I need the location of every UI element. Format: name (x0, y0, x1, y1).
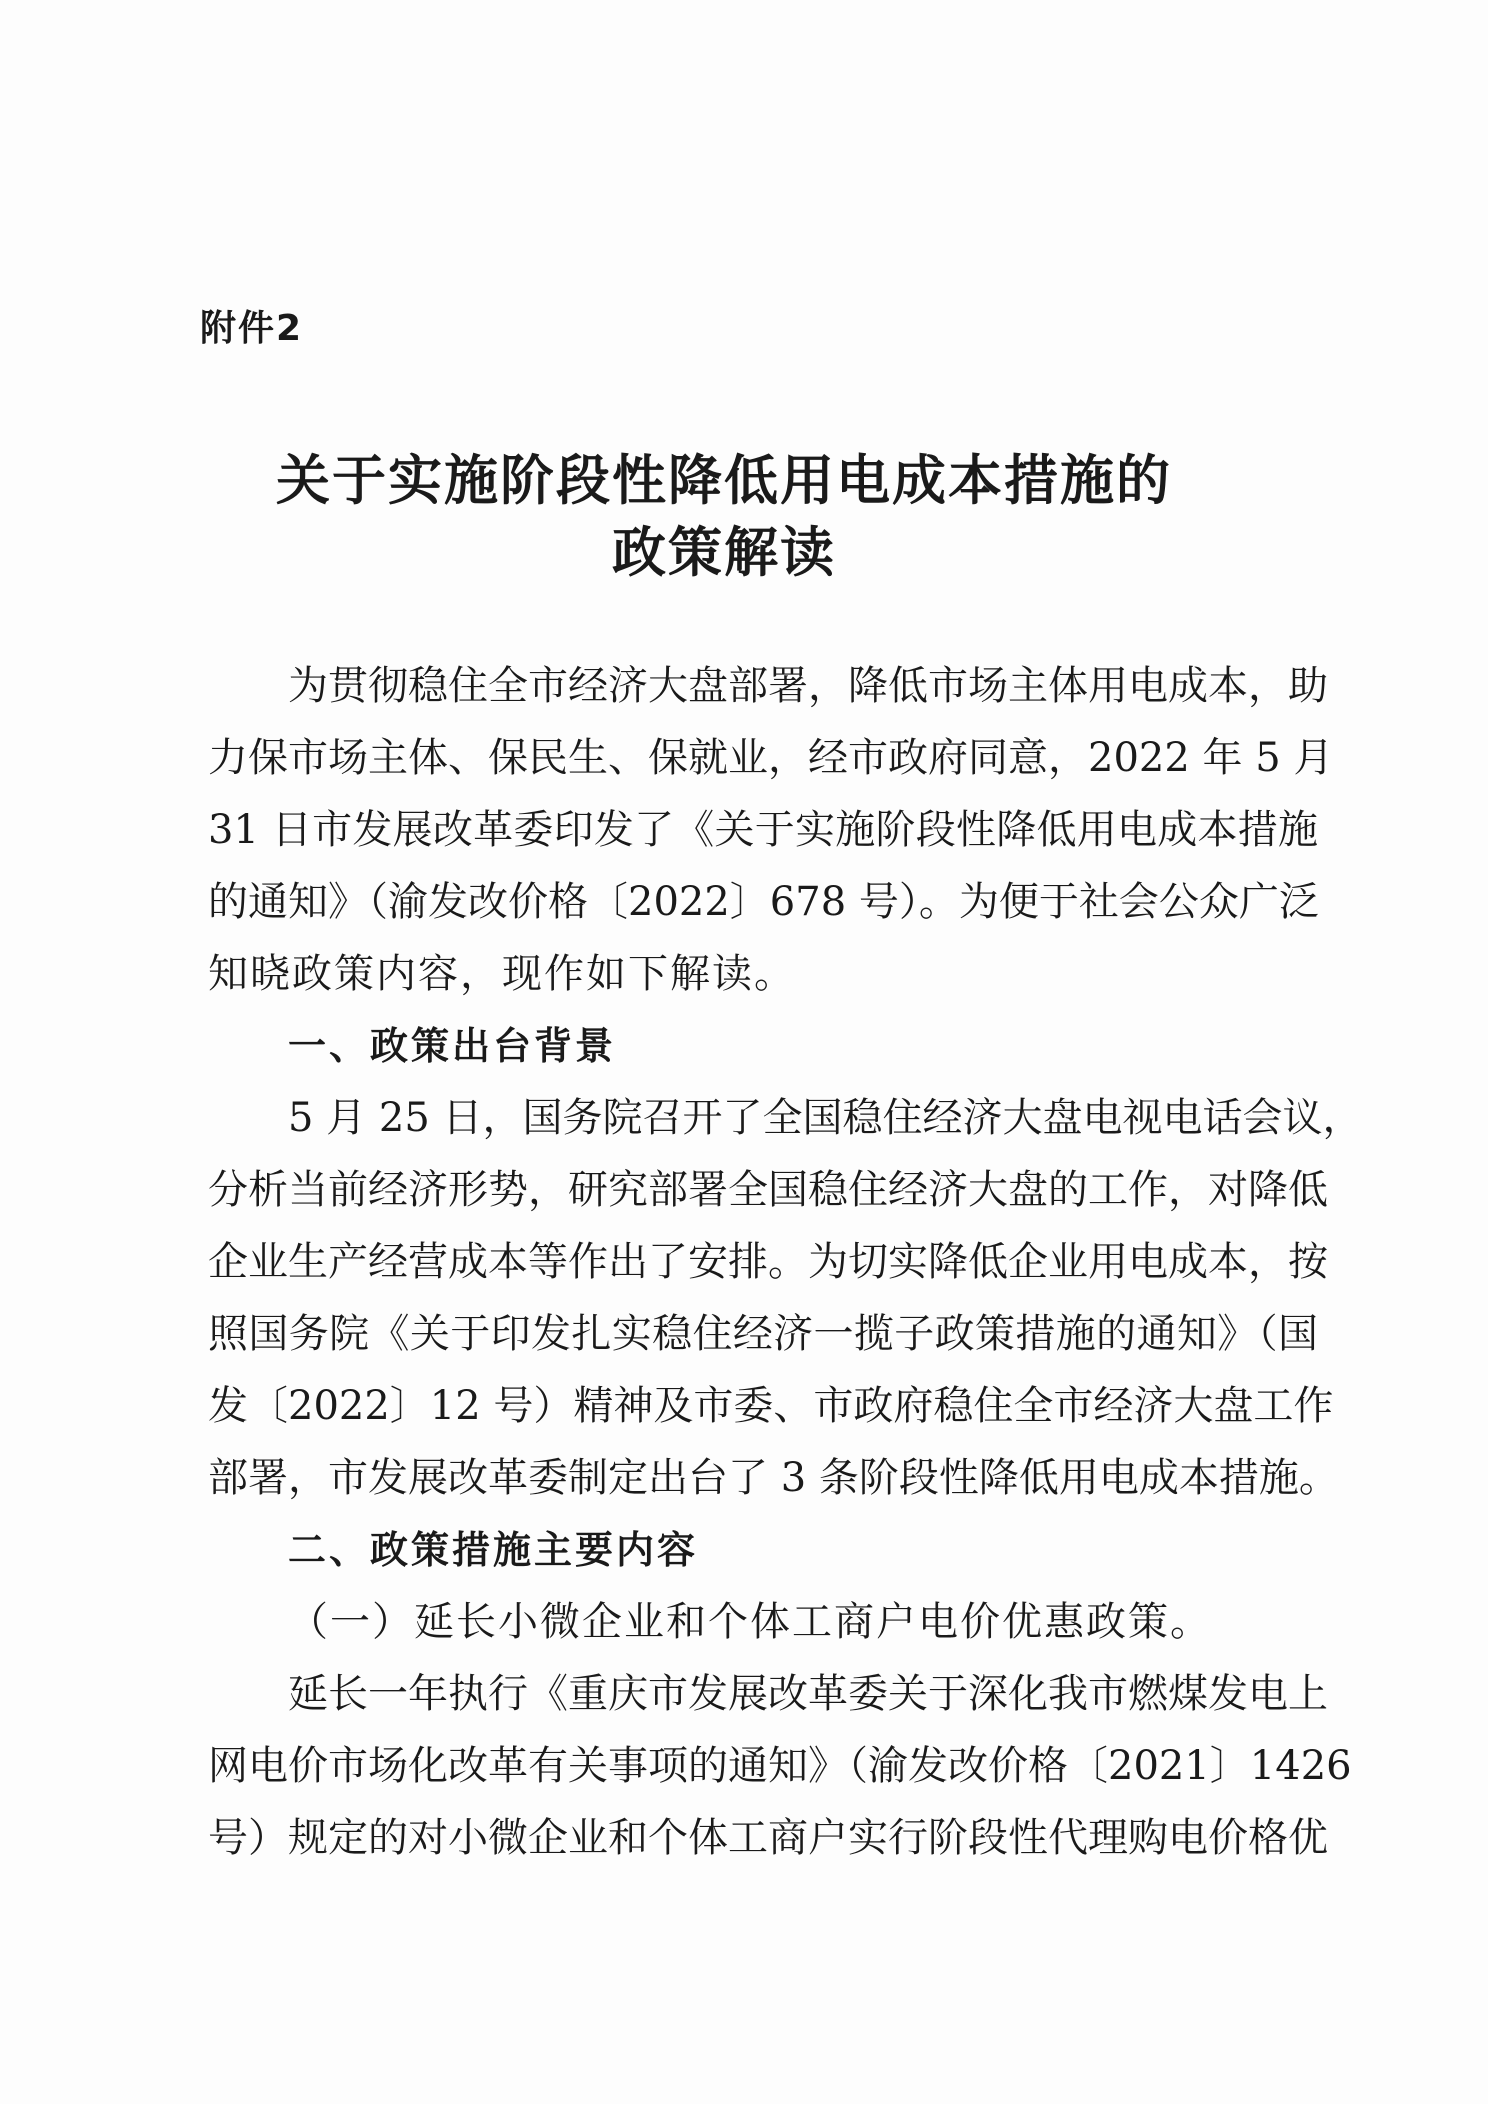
section-heading-main-content: 二、政策措施主要内容 (288, 1528, 699, 1572)
intro-line-1: 为贯彻稳住全市经济大盘部署，降低市场主体用电成本，助 (288, 663, 1328, 709)
section1-line-2: 分析当前经济形势，研究部署全国稳住经济大盘的工作，对降低 (208, 1167, 1328, 1213)
intro-line-2: 力保市场主体、保民生、保就业，经市政府同意，2022 年 5 月 (208, 735, 1334, 781)
intro-line-3: 31 日市发展改革委印发了《关于实施阶段性降低用电成本措施 (208, 807, 1318, 853)
attachment-label: 附件2 (200, 308, 304, 349)
section1-line-3: 企业生产经营成本等作出了安排。为切实降低企业用电成本，按 (208, 1239, 1328, 1285)
section1-line-1: 5 月 25 日，国务院召开了全国稳住经济大盘电视电话会议， (288, 1095, 1363, 1141)
section1-line-5: 发〔2022〕12 号）精神及市委、市政府稳住全市经济大盘工作 (208, 1383, 1334, 1429)
subsection1-line-2: 网电价市场化改革有关事项的通知》（渝发改价格〔2021〕1426 (208, 1743, 1352, 1789)
subsection1-line-1: 延长一年执行《重庆市发展改革委关于深化我市燃煤发电上 (288, 1671, 1328, 1717)
section-heading-background: 一、政策出台背景 (288, 1024, 617, 1068)
subsection-heading-1: （一）延长小微企业和个体工商户电价优惠政策。 (288, 1599, 1212, 1645)
intro-line-5: 知晓政策内容，现作如下解读。 (208, 951, 796, 997)
intro-line-4: 的通知》（渝发改价格〔2022〕678 号）。为便于社会公众广泛 (208, 879, 1319, 925)
document-title-line-2: 政策解读 (612, 520, 836, 584)
subsection1-line-3: 号）规定的对小微企业和个体工商户实行阶段性代理购电价格优 (208, 1815, 1328, 1861)
section1-line-6: 部署，市发展改革委制定出台了 3 条阶段性降低用电成本措施。 (208, 1455, 1339, 1501)
document-title-line-1: 关于实施阶段性降低用电成本措施的 (276, 448, 1172, 512)
section1-line-4: 照国务院《关于印发扎实稳住经济一揽子政策措施的通知》（国 (208, 1311, 1318, 1357)
